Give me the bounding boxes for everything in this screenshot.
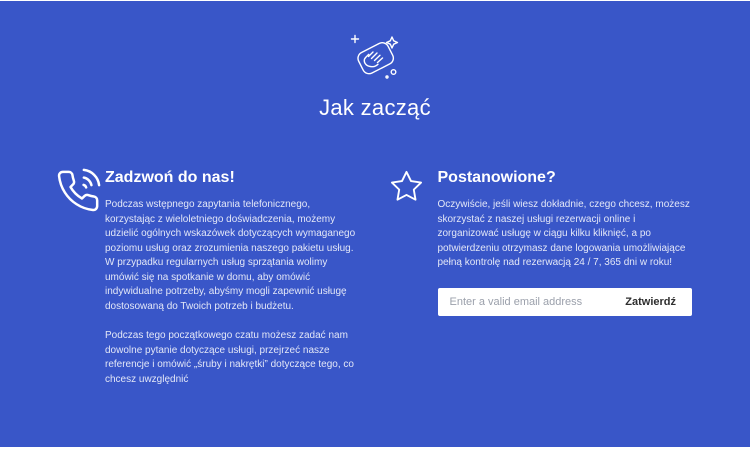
call-us-heading: Zadzwoń do nas! — [105, 169, 235, 186]
columns — [55, 167, 692, 387]
hero — [0, 1, 750, 123]
hand-cleaning-wipe-icon — [346, 32, 404, 80]
email-input[interactable] — [438, 288, 618, 316]
decided-column — [388, 167, 693, 387]
call-us-paragraph-1: Podczas wstępnego zapytania telefonicznego, korzystając z wieloletniego doświadczenia, możemy udzielić ogólnych wskazówek dotyczących wymaganego poziomu usług oraz zrozumienia naszego pakietu usług. W przypadku regularnych usług sprzątania wolimy umówić się na spotkanie w domu, aby omówić indywidualne potrzeby, abyśmy mogli zapewnić usługę dostosowaną do Twoich potrzeb i budżetu. — [105, 199, 356, 312]
decided-content — [438, 167, 693, 387]
phone-call-icon — [55, 167, 105, 387]
submit-button[interactable]: Zatwierdź — [617, 288, 692, 316]
email-subscribe-form — [438, 288, 693, 316]
star-icon — [388, 167, 438, 387]
call-us-paragraph-2: Podczas tego początkowego czatu możesz zadać nam dowolne pytanie dotyczące usługi, przejrzeć nasze referencje i omówić „śruby i nakrętki” dotyczące tego, co chcesz uwzględnić — [105, 330, 354, 385]
section-title: Jak zacząć — [319, 95, 431, 120]
call-us-column — [55, 167, 360, 387]
call-us-content — [105, 167, 360, 387]
decided-heading: Postanowione? — [437, 169, 556, 186]
decided-paragraph: Oczywiście, jeśli wiesz dokładnie, czego chcesz, możesz skorzystać z naszej usługi rezerwacji online i zorganizować usługę w ciągu kilku kliknięć, a po potwierdzeniu otrzymasz dane logowania umożliwiające pełną kontrolę nad rezerwacją 24 / 7, 365 dni w roku! — [437, 199, 690, 268]
